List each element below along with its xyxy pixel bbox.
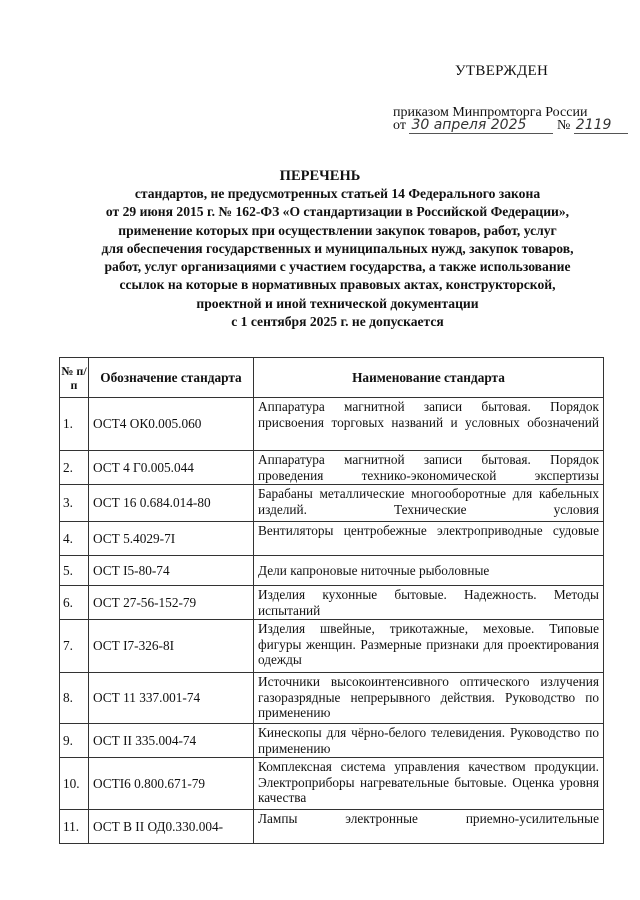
row-number: 5. <box>60 556 89 586</box>
subtitle-line: с 1 сентября 2025 г. не допускается <box>231 314 444 330</box>
table-row <box>60 673 604 724</box>
table-row <box>60 451 604 485</box>
subtitle-line: проектной и иной технической документации <box>196 295 479 311</box>
standard-name: Кинескопы для чёрно-белого телевидения. Руководство по применению <box>254 724 604 758</box>
table-row <box>60 556 604 586</box>
standard-code: ОСТ I5-80-74 <box>89 556 254 586</box>
date-prefix: от <box>393 118 406 133</box>
standard-code: ОСТ 11 337.001-74 <box>89 673 254 724</box>
standard-code: ОСТ 4 Г0.005.044 <box>89 451 254 485</box>
standard-code: ОСТ 16 0.684.014-80 <box>89 485 254 522</box>
row-number: 8. <box>60 673 89 724</box>
standard-name: Вентиляторы центробежные электроприводные судовые <box>254 522 604 556</box>
standard-code: ОСТ 5.4029-7I <box>89 522 254 556</box>
standard-name: Комплексная система управления качеством продукции. Электроприборы нагревательные бытовые. Оценка уровня качества <box>254 758 604 810</box>
table-row <box>60 758 604 810</box>
subtitle-line: применение которых при осуществлении закупок товаров, работ, услуг <box>118 222 557 238</box>
standard-code: ОСТ4 ОК0.005.060 <box>89 398 254 451</box>
row-number: 1. <box>60 398 89 451</box>
standards-table <box>59 357 604 844</box>
subtitle-line: от 29 июня 2015 г. № 162-ФЗ «О стандартизации в Российской Федерации», <box>105 204 570 220</box>
standard-name: Лампы электронные приемно-усилительные <box>254 810 604 844</box>
standard-name: Изделия швейные, трикотажные, меховые. Типовые фигуры женщин. Размерные признаки для проектирования одежды <box>254 620 604 673</box>
table-row <box>60 620 604 673</box>
document-subtitle <box>60 185 615 331</box>
standard-name: Изделия кухонные бытовые. Надежность. Методы испытаний <box>254 586 604 620</box>
document-title: ПЕРЕЧЕНЬ <box>279 168 361 184</box>
header-number: № п/п <box>60 358 89 398</box>
standard-code: ОСТ II 335.004-74 <box>89 724 254 758</box>
row-number: 9. <box>60 724 89 758</box>
subtitle-line: для обеспечения государственных и муниципальных нужд, закупок товаров, <box>101 240 574 256</box>
table-row <box>60 724 604 758</box>
subtitle-line: работ, услуг организациями с участием государства, а также использование <box>104 259 571 275</box>
row-number: 4. <box>60 522 89 556</box>
standard-name: Источники высокоинтенсивного оптического излучения газоразрядные непрерывного действия. Руководство по применению <box>254 673 604 724</box>
number-prefix: № <box>556 118 571 133</box>
row-number: 3. <box>60 485 89 522</box>
standard-code: ОСТ I7-326-8I <box>89 620 254 673</box>
table-row <box>60 522 604 556</box>
handwritten-date: 30 апреля 2025 <box>409 118 553 134</box>
standard-code: ОСТ 27-56-152-79 <box>89 586 254 620</box>
standard-name: Аппаратура магнитной записи бытовая. Порядок присвоения торговых названий и условных обозначений <box>254 398 604 451</box>
table-header-row <box>60 358 604 398</box>
standard-code: ОСТ В II ОД0.330.004- <box>89 810 254 844</box>
standard-code: ОСТI6 0.800.671-79 <box>89 758 254 810</box>
header-name: Наименование стандарта <box>254 358 604 398</box>
standard-name: Аппаратура магнитной записи бытовая. Порядок проведения технико-экономической экспертизы <box>254 451 604 485</box>
approved-label: УТВЕРЖДЕН <box>455 63 549 79</box>
table-row <box>60 586 604 620</box>
table-row <box>60 485 604 522</box>
subtitle-line: ссылок на которые в нормативных правовых актах, конструкторской, <box>119 277 556 293</box>
subtitle-line: стандартов, не предусмотренных статьей 14 Федерального закона <box>134 186 541 201</box>
handwritten-number: 2119 <box>574 118 628 134</box>
table-row <box>60 398 604 451</box>
order-date-line <box>393 118 628 134</box>
order-issuer: приказом Минпромторга России <box>393 105 588 120</box>
row-number: 7. <box>60 620 89 673</box>
row-number: 2. <box>60 451 89 485</box>
row-number: 6. <box>60 586 89 620</box>
row-number: 10. <box>60 758 89 810</box>
standard-name: Дели капроновые ниточные рыболовные <box>254 556 604 586</box>
row-number: 11. <box>60 810 89 844</box>
header-code: Обозначение стандарта <box>89 358 254 398</box>
standard-name: Барабаны металлические многооборотные для кабельных изделий. Технические условия <box>254 485 604 522</box>
table-row <box>60 810 604 844</box>
